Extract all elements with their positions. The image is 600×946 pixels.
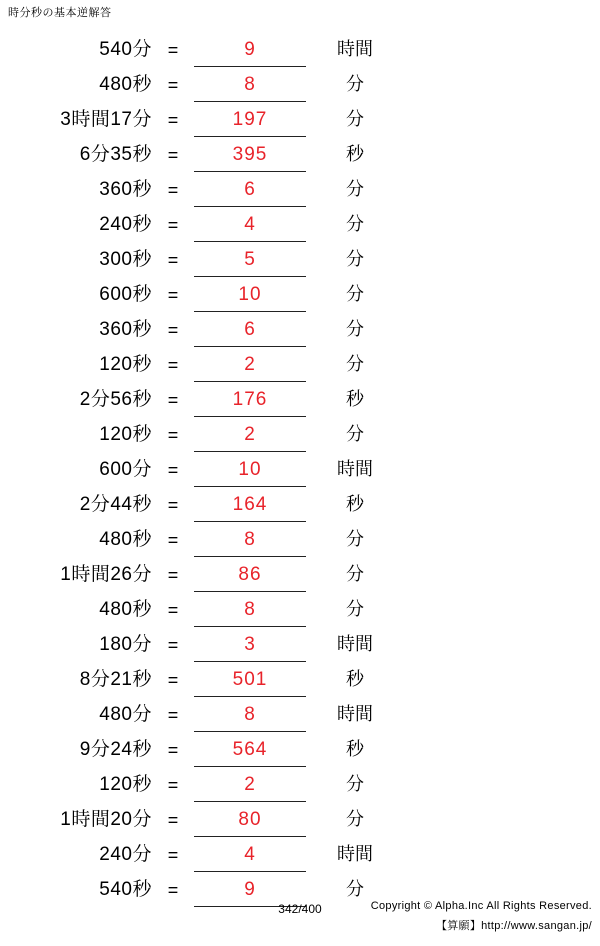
problem-row — [0, 452, 600, 487]
question-text: 600秒 — [99, 284, 152, 305]
unit-label: 分 — [346, 599, 364, 619]
question-text: 9分24秒 — [79, 739, 152, 760]
problem-row — [0, 837, 600, 872]
equals-sign: = — [167, 250, 179, 270]
answer-blank[interactable]: 6 — [194, 319, 306, 347]
answer-blank[interactable]: 10 — [194, 459, 306, 487]
equals-sign: = — [167, 740, 179, 760]
question-text: 480秒 — [99, 529, 152, 550]
unit-label: 秒 — [346, 669, 364, 689]
problem-row — [0, 802, 600, 837]
page-footer — [0, 898, 600, 938]
equals-sign: = — [167, 495, 179, 515]
answer-blank[interactable]: 564 — [194, 739, 306, 767]
equals-sign: = — [167, 810, 179, 830]
unit-label: 分 — [346, 424, 364, 444]
page-number: 342/400 — [278, 902, 322, 916]
answer-blank[interactable]: 501 — [194, 669, 306, 697]
unit-label: 分 — [346, 564, 364, 584]
equals-sign: = — [167, 565, 179, 585]
question-text: 8分21秒 — [79, 669, 152, 690]
problem-row — [0, 312, 600, 347]
equals-sign: = — [167, 285, 179, 305]
equals-sign: = — [167, 390, 179, 410]
equals-sign: = — [167, 425, 179, 445]
problem-row — [0, 172, 600, 207]
problem-row — [0, 487, 600, 522]
equals-sign: = — [167, 600, 179, 620]
problem-row — [0, 557, 600, 592]
problem-row — [0, 137, 600, 172]
answer-blank[interactable]: 2 — [194, 774, 306, 802]
unit-label: 秒 — [346, 144, 364, 164]
equals-sign: = — [167, 75, 179, 95]
equals-sign: = — [167, 40, 179, 60]
equals-sign: = — [167, 635, 179, 655]
question-text: 240分 — [99, 844, 152, 865]
problem-row — [0, 102, 600, 137]
problem-row — [0, 417, 600, 452]
question-text: 480秒 — [99, 599, 152, 620]
answer-blank[interactable]: 8 — [194, 599, 306, 627]
question-text: 360秒 — [99, 179, 152, 200]
problem-row — [0, 522, 600, 557]
question-text: 2分56秒 — [79, 389, 152, 410]
unit-label: 分 — [346, 809, 364, 829]
problem-row — [0, 732, 600, 767]
answer-blank[interactable]: 5 — [194, 249, 306, 277]
unit-label: 分 — [346, 529, 364, 549]
answer-blank[interactable]: 86 — [194, 564, 306, 592]
equals-sign: = — [167, 530, 179, 550]
answer-blank[interactable]: 395 — [194, 144, 306, 172]
problem-row — [0, 627, 600, 662]
equals-sign: = — [167, 775, 179, 795]
problem-row — [0, 662, 600, 697]
question-text: 120秒 — [99, 354, 152, 375]
problem-row — [0, 242, 600, 277]
equals-sign: = — [167, 215, 179, 235]
equals-sign: = — [167, 145, 179, 165]
unit-label: 時間 — [337, 704, 373, 724]
site-url: 【算願】http://www.sangan.jp/ — [435, 920, 592, 932]
unit-label: 分 — [346, 74, 364, 94]
unit-label: 時間 — [337, 634, 373, 654]
unit-label: 秒 — [346, 494, 364, 514]
question-text: 120秒 — [99, 424, 152, 445]
equals-sign: = — [167, 180, 179, 200]
answer-blank[interactable]: 4 — [194, 844, 306, 872]
unit-label: 分 — [346, 284, 364, 304]
page-title: 時分秒の基本逆解答 — [8, 7, 112, 19]
unit-label: 分 — [346, 774, 364, 794]
question-text: 6分35秒 — [79, 144, 152, 165]
answer-blank[interactable]: 80 — [194, 809, 306, 837]
answer-blank[interactable]: 4 — [194, 214, 306, 242]
unit-label: 分 — [346, 109, 364, 129]
unit-label: 時間 — [337, 844, 373, 864]
unit-label: 分 — [346, 879, 364, 899]
problem-row — [0, 277, 600, 312]
problem-row — [0, 67, 600, 102]
problem-row — [0, 767, 600, 802]
equals-sign: = — [167, 320, 179, 340]
question-text: 600分 — [99, 459, 152, 480]
equals-sign: = — [167, 670, 179, 690]
unit-label: 分 — [346, 179, 364, 199]
question-text: 120秒 — [99, 774, 152, 795]
answer-blank[interactable]: 9 — [194, 39, 306, 67]
question-text: 540秒 — [99, 879, 152, 900]
problem-row — [0, 207, 600, 242]
question-text: 3時間17分 — [60, 109, 152, 130]
problem-row — [0, 382, 600, 417]
problem-row — [0, 697, 600, 732]
problem-row — [0, 32, 600, 67]
answer-blank[interactable]: 176 — [194, 389, 306, 417]
question-text: 480秒 — [99, 74, 152, 95]
question-text: 1時間26分 — [60, 564, 152, 585]
question-text: 240秒 — [99, 214, 152, 235]
problem-row — [0, 347, 600, 382]
unit-label: 秒 — [346, 739, 364, 759]
unit-label: 分 — [346, 354, 364, 374]
question-text: 1時間20分 — [60, 809, 152, 830]
copyright-text: Copyright © Alpha.Inc All Rights Reserved. — [370, 900, 592, 912]
answer-blank[interactable]: 164 — [194, 494, 306, 522]
question-text: 360秒 — [99, 319, 152, 340]
unit-label: 秒 — [346, 389, 364, 409]
answer-blank[interactable]: 8 — [194, 529, 306, 557]
answer-blank[interactable]: 10 — [194, 284, 306, 312]
answer-blank[interactable]: 2 — [194, 424, 306, 452]
equals-sign: = — [167, 880, 179, 900]
answer-blank[interactable]: 197 — [194, 109, 306, 137]
question-text: 300秒 — [99, 249, 152, 270]
answer-blank[interactable]: 2 — [194, 354, 306, 382]
question-text: 540分 — [99, 39, 152, 60]
problem-list — [0, 32, 600, 907]
equals-sign: = — [167, 460, 179, 480]
answer-blank[interactable]: 9 — [194, 879, 306, 907]
problem-row — [0, 592, 600, 627]
unit-label: 時間 — [337, 459, 373, 479]
answer-blank[interactable]: 3 — [194, 634, 306, 662]
equals-sign: = — [167, 845, 179, 865]
equals-sign: = — [167, 355, 179, 375]
question-text: 2分44秒 — [79, 494, 152, 515]
answer-blank[interactable]: 8 — [194, 74, 306, 102]
unit-label: 分 — [346, 249, 364, 269]
equals-sign: = — [167, 705, 179, 725]
equals-sign: = — [167, 110, 179, 130]
question-text: 180分 — [99, 634, 152, 655]
unit-label: 分 — [346, 214, 364, 234]
unit-label: 分 — [346, 319, 364, 339]
question-text: 480分 — [99, 704, 152, 725]
unit-label: 時間 — [337, 39, 373, 59]
answer-blank[interactable]: 8 — [194, 704, 306, 732]
answer-blank[interactable]: 6 — [194, 179, 306, 207]
